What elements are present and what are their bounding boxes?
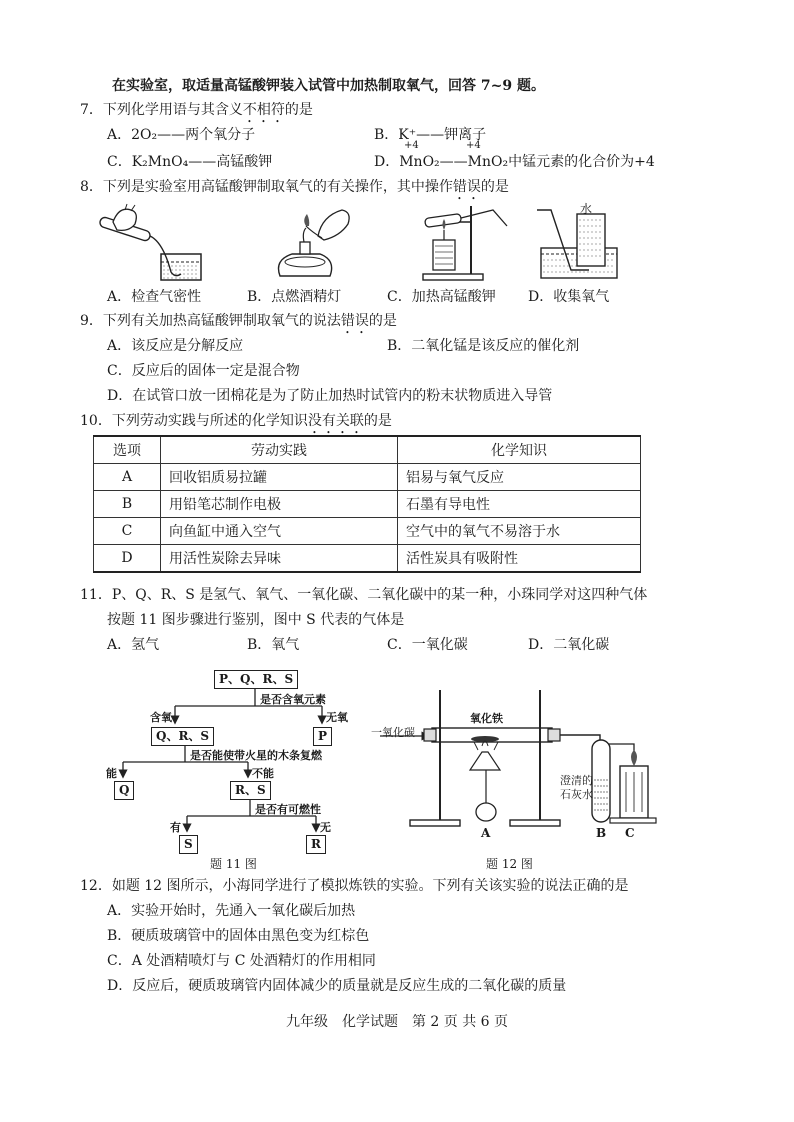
flow-node-pqrs: P、Q、R、S (214, 670, 298, 689)
q7-stem: 7．下列化学用语与其含义不相符的是 (80, 102, 313, 118)
q12-label-b: B (596, 826, 607, 840)
q11-figure-caption: 题 11 图 (210, 857, 257, 871)
q12-option-a: A．实验开始时，先通入一氧化碳后加热 (107, 903, 356, 919)
table-cell: 用活性炭除去异味 (161, 545, 398, 573)
table-header: 选项 (94, 436, 161, 464)
q11-option-d: D．二氧化碳 (528, 637, 610, 653)
flow-node-qrs: Q、R、S (151, 727, 214, 746)
q8-option-a: A．检查气密性 (107, 289, 202, 305)
intro-text: 在实验室，取适量高锰酸钾装入试管中加热制取氧气，回答 7~9 题。 (112, 78, 545, 94)
q11-stem-line-1: 11．P、Q、R、S 是氢气、氧气、一氧化碳、二氧化碳中的某一种，小珠同学对这四种气体 (80, 587, 648, 603)
table-cell: B (94, 491, 161, 518)
q7-option-c: C．K₂MnO₄——高锰酸钾 (107, 154, 273, 170)
q9-option-d: D．在试管口放一团棉花是为了防止加热时试管内的粉末状物质进入导管 (107, 388, 553, 404)
q8-option-b: B．点燃酒精灯 (247, 289, 342, 305)
q12-stem: 12．如题 12 图所示，小海同学进行了模拟炼铁的实验。下列有关该实验的说法正确的是 (80, 878, 629, 894)
flow-node-q: Q (114, 781, 134, 800)
q11-option-c: C．一氧化碳 (387, 637, 468, 653)
q12-apparatus (370, 680, 670, 832)
q12-label-a: A (481, 826, 491, 840)
q7-option-d: D．MnO₂——MnO₂中锰元素的化合价为+4 (374, 154, 655, 170)
q11-option-b: B．氧气 (247, 637, 300, 653)
page-footer: 九年级 化学试题 第 2 页 共 6 页 (285, 1014, 509, 1030)
flow-no-1: 无氧 (326, 711, 348, 724)
q12-fe2o3-label: 氧化铁 (470, 712, 503, 725)
table-cell: 回收铝质易拉罐 (161, 464, 398, 491)
table-cell: 石墨有导电性 (398, 491, 641, 518)
flow-yes-3: 有 (170, 821, 181, 834)
q7-option-d-oxidation-1: +4 (404, 140, 419, 151)
flow-node-rs: R、S (230, 781, 271, 800)
flow-node-r: R (306, 835, 326, 854)
flow-yes-2: 能 (106, 767, 117, 780)
q12-co-label: 一氧化碳 (371, 726, 415, 739)
q9-option-c: C．反应后的固体一定是混合物 (107, 363, 300, 379)
q11-option-a: A．氢气 (107, 637, 160, 653)
q12-figure-caption: 题 12 图 (486, 857, 533, 871)
q9-option-b: B．二氧化锰是该反应的催化剂 (387, 338, 580, 354)
table-cell: 用铅笔芯制作电极 (161, 491, 398, 518)
q9-stem: 9．下列有关加热高锰酸钾制取氧气的说法错误的是 (80, 313, 397, 329)
flow-no-2: 不能 (252, 767, 274, 780)
flow-question-2: 是否能使带火星的木条复燃 (190, 749, 322, 762)
q9-option-a: A．该反应是分解反应 (107, 338, 244, 354)
q12-label-c: C (625, 826, 635, 840)
q12-option-c: C．A 处酒精喷灯与 C 处酒精灯的作用相同 (107, 953, 376, 969)
table-header: 化学知识 (398, 436, 641, 464)
table-header: 劳动实践 (161, 436, 398, 464)
flow-yes-1: 含氧 (150, 711, 172, 724)
flow-node-s: S (179, 835, 198, 854)
table-cell: A (94, 464, 161, 491)
q7-option-b: B．K⁺——钾离子 (374, 127, 487, 143)
table-cell: 空气中的氧气不易溶于水 (398, 518, 641, 545)
q7-option-a: A．2O₂——两个氧分子 (107, 127, 256, 143)
flow-question-3: 是否有可燃性 (255, 803, 321, 816)
table-cell: D (94, 545, 161, 573)
q12-option-d: D．反应后，硬质玻璃管内固体减少的质量就是反应生成的二氧化碳的质量 (107, 978, 567, 994)
q8-stem: 8．下列是实验室用高锰酸钾制取氧气的有关操作，其中操作错误的是 (80, 179, 509, 195)
flow-node-p: P (313, 727, 332, 746)
table-cell: 铝易与氧气反应 (398, 464, 641, 491)
q12-option-b: B．硬质玻璃管中的固体由黑色变为红棕色 (107, 928, 370, 944)
q7-option-d-oxidation-2: +4 (466, 140, 481, 151)
table-cell: 向鱼缸中通入空气 (161, 518, 398, 545)
table-cell: 活性炭具有吸附性 (398, 545, 641, 573)
q11-stem-line-2: 按题 11 图步骤进行鉴别，图中 S 代表的气体是 (107, 612, 405, 628)
q10-stem: 10．下列劳动实践与所述的化学知识没有关联的是 (80, 413, 392, 429)
flow-question-1: 是否含氧元素 (260, 693, 326, 706)
q12-limewater-label: 澄清的 石灰水 (560, 774, 593, 801)
q8-option-d: D．收集氧气 (528, 289, 610, 305)
q8-water-label: 水 (580, 202, 593, 216)
flow-no-3: 无 (320, 821, 331, 834)
q8-option-c: C．加热高锰酸钾 (387, 289, 496, 305)
table-cell: C (94, 518, 161, 545)
